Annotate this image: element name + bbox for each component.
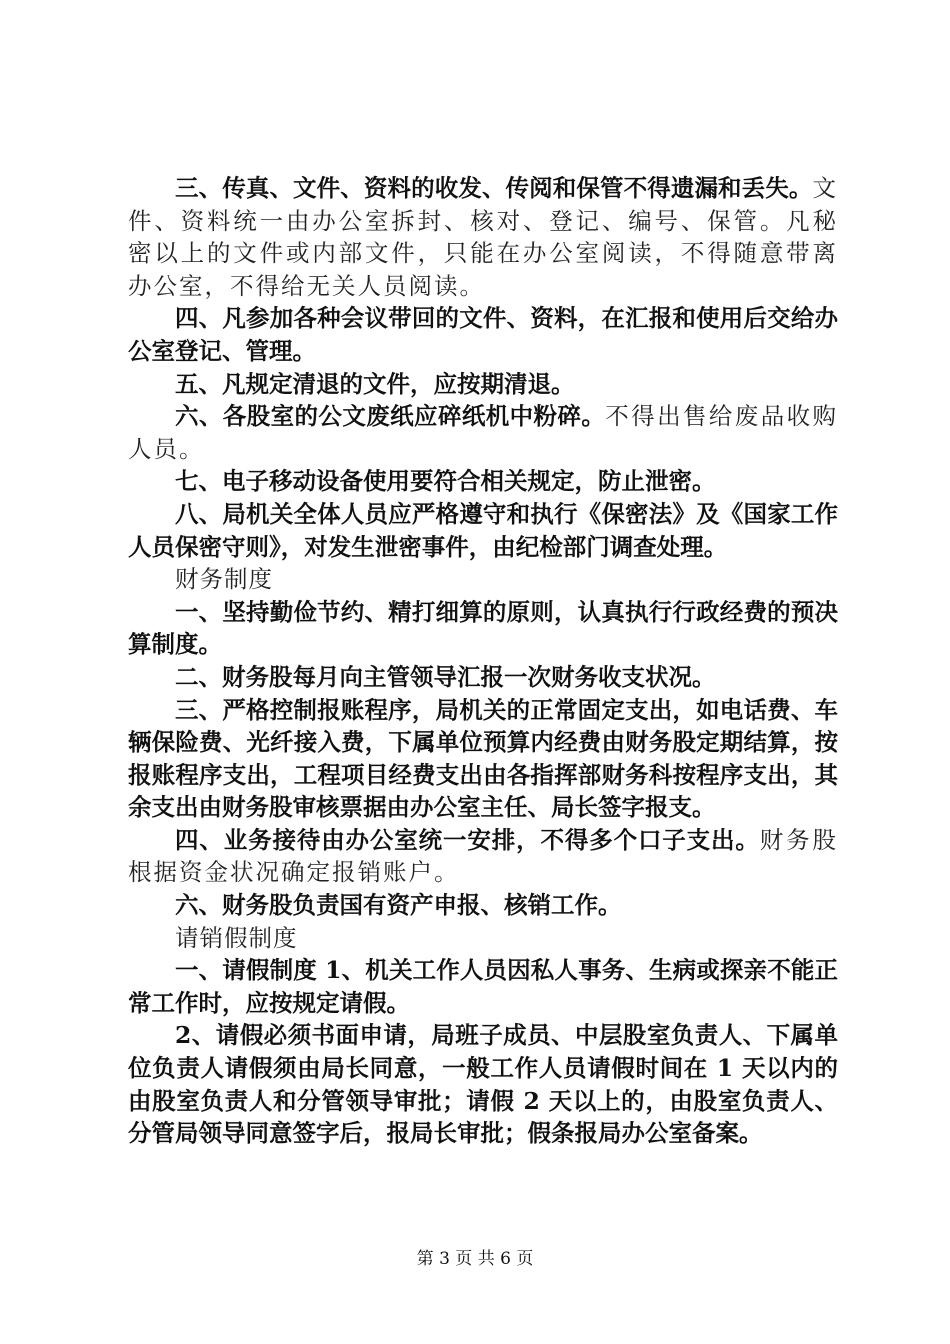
paragraph-text: 六、财务股负责国有资产申报、核销工作。: [175, 891, 622, 920]
paragraph-text: 一、请假制度 1、机关工作人员因私人事务、生病或探亲不能正常工作时，应按规定请假。: [128, 956, 838, 1017]
document-body: [128, 172, 838, 1150]
paragraph-text: 2、请假必须书面申请，局班子成员、中层股室负责人、下属单位负责人请假须由局长同意，一般工作人员请假时间在 1 天以内的由股室负责人和分管领导审批；请假 2 天以上的，由股室负责人、分管局领导同意签字后，报局长审批；假条报局办公室备案。: [128, 1021, 838, 1148]
paragraph-confidential-8: [128, 498, 838, 563]
paragraph-text: 四、业务接待由办公室统一安排，不得多个口子支出。: [175, 825, 760, 854]
paragraph-finance-6: [128, 889, 838, 922]
paragraph-text: 一、坚持勤俭节约、精打细算的原则，认真执行行政经费的预决算制度。: [128, 597, 838, 659]
paragraph-leave-1: [128, 954, 838, 1019]
paragraph-text: 七、电子移动设备使用要符合相关规定，防止泄密。: [175, 467, 716, 496]
paragraph-text: 财务股根据资金状况确定报销账户。: [128, 825, 839, 887]
paragraph-confidential-6: [128, 400, 838, 465]
paragraph-text: 文件、资料统一由办公室拆封、核对、登记、编号、保管。凡秘密以上的文件或内部文件，只能在办公室阅读，不得随意带离办公室，不得给无关人员阅读。: [128, 174, 838, 300]
paragraph-confidential-3: [128, 172, 838, 302]
paragraph-text: 二、财务股每月向主管领导汇报一次财务收支状况。: [175, 662, 716, 691]
section-heading-text: 财务制度: [175, 565, 273, 594]
section-heading-text: 请销假制度: [175, 923, 298, 952]
paragraph-confidential-7: [128, 465, 838, 498]
paragraph-finance-4: [128, 824, 838, 889]
paragraph-finance-1: [128, 596, 838, 661]
paragraph-text: 不得出售给废品收购人员。: [128, 402, 839, 463]
paragraph-text: 三、传真、文件、资料的收发、传阅和保管不得遗漏和丢失。: [175, 174, 813, 202]
paragraph-text: 三、严格控制报账程序，局机关的正常固定支出，如电话费、车辆保险费、光纤接入费，下属单位预算内经费由财务股定期结算，按报账程序支出，工程项目经费支出由各指挥部财务科按程序支出，其余支出由财务股审核票据由办公室主任、局长签字报支。: [128, 695, 838, 822]
section-heading-leave: [128, 922, 838, 955]
paragraph-finance-2: [128, 661, 838, 694]
section-heading-finance: [128, 563, 838, 596]
paragraph-confidential-4: [128, 302, 838, 367]
page-number-footer: 第 3 页 共 6 页: [416, 1249, 534, 1269]
paragraph-text: 五、凡规定清退的文件，应按期清退。: [175, 369, 575, 398]
paragraph-leave-2: [128, 1019, 838, 1149]
paragraph-text: 四、凡参加各种会议带回的文件、资料，在汇报和使用后交给办公室登记、管理。: [128, 304, 838, 365]
paragraph-finance-3: [128, 694, 838, 824]
paragraph-confidential-5: [128, 368, 838, 401]
paragraph-text: 八、局机关全体人员应严格遵守和执行《保密法》及《国家工作人员保密守则》，对发生泄密事件，由纪检部门调查处理。: [128, 499, 838, 561]
paragraph-text: 六、各股室的公文废纸应碎纸机中粉碎。: [175, 402, 606, 431]
